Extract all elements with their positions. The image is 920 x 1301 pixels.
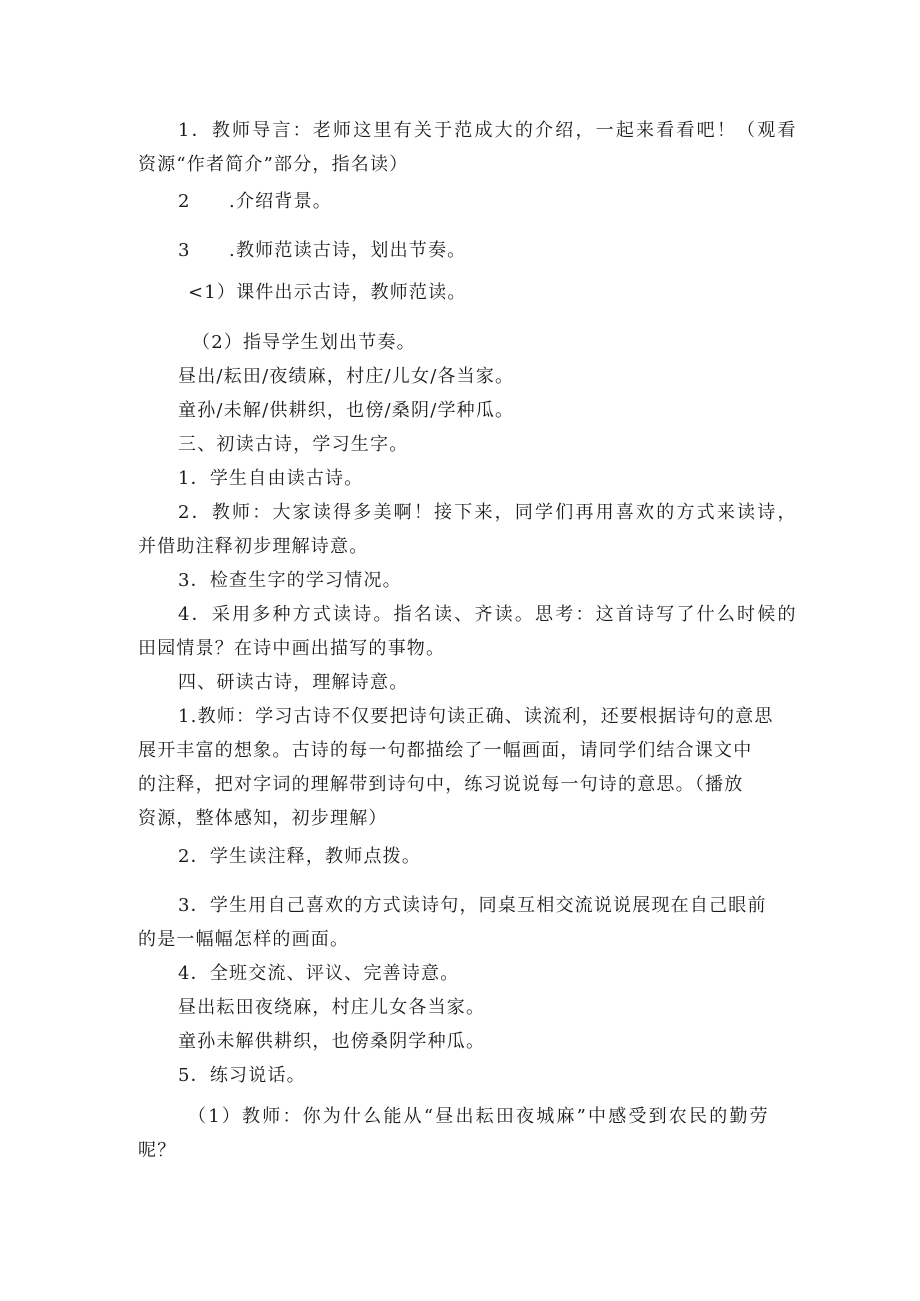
paragraph-line: 4．采用多种方式读诗。指名读、齐读。思考：这首诗写了什么时候的 — [178, 604, 798, 625]
section-heading: 三、初读古诗，学习生字。 — [178, 434, 409, 455]
paragraph-line: 3．检查生字的学习情况。 — [178, 570, 402, 591]
paragraph-line: 4．全班交流、评议、完善诗意。 — [178, 963, 460, 984]
paragraph-line: 1.教师：学习古诗不仅要把诗句读正确、读流利，还要根据诗句的意思 — [178, 706, 774, 727]
paragraph-line: 呢？ — [138, 1140, 177, 1161]
poem-line: 昼出耘田夜绕麻，村庄儿女各当家。 — [178, 997, 486, 1018]
paragraph-line: 2．教师：大家读得多美啊！接下来，同学们再用喜欢的方式来读诗， — [178, 502, 798, 523]
paragraph-line: 的是一幅幅怎样的画面。 — [138, 929, 350, 950]
poem-line: 昼出/耘田/夜绩麻，村庄/儿女/各当家。 — [178, 366, 515, 387]
paragraph-line: 3．学生用自己喜欢的方式读诗句，同桌互相交流说说展现在自己眼前 — [178, 895, 767, 916]
paragraph-line: 2 .介绍背景。 — [178, 191, 332, 212]
paragraph-line: 资源“作者简介”部分，指名读） — [138, 154, 409, 175]
paragraph-line: 1．教师导言：老师这里有关于范成大的介绍，一起来看看吧！（观看 — [178, 120, 798, 141]
paragraph-line: 田园情景？在诗中画出描写的事物。 — [138, 638, 446, 659]
paragraph-line: 2．学生读注释，教师点拨。 — [178, 846, 422, 867]
poem-line: 童孙/未解/供耕织，也傍/桑阴/学种瓜。 — [178, 400, 515, 421]
paragraph-line: （1）教师：你为什么能从“昼出耘田夜城麻”中感受到农民的勤劳 — [188, 1106, 770, 1127]
paragraph-line: 并借助注释初步理解诗意。 — [138, 536, 369, 557]
paragraph-line: 1．学生自由读古诗。 — [178, 468, 364, 489]
paragraph-line: 5．练习说话。 — [178, 1065, 306, 1086]
paragraph-line: 展开丰富的想象。古诗的每一句都描绘了一幅画面，请同学们结合课文中 — [138, 740, 753, 761]
section-heading: 四、研读古诗，理解诗意。 — [178, 672, 409, 693]
paragraph-line: 的注释，把对字词的理解带到诗句中，练习说说每一句诗的意思。（播放 — [138, 774, 744, 795]
paragraph-line: <1）课件出示古诗，教师范读。 — [188, 282, 467, 303]
paragraph-line: 资源，整体感知，初步理解） — [138, 808, 388, 829]
paragraph-line: 3 .教师范读古诗，划出节奏。 — [178, 240, 467, 261]
poem-line: 童孙未解供耕织，也傍桑阴学种瓜。 — [178, 1031, 486, 1052]
paragraph-line: （2）指导学生划出节奏。 — [192, 332, 416, 353]
